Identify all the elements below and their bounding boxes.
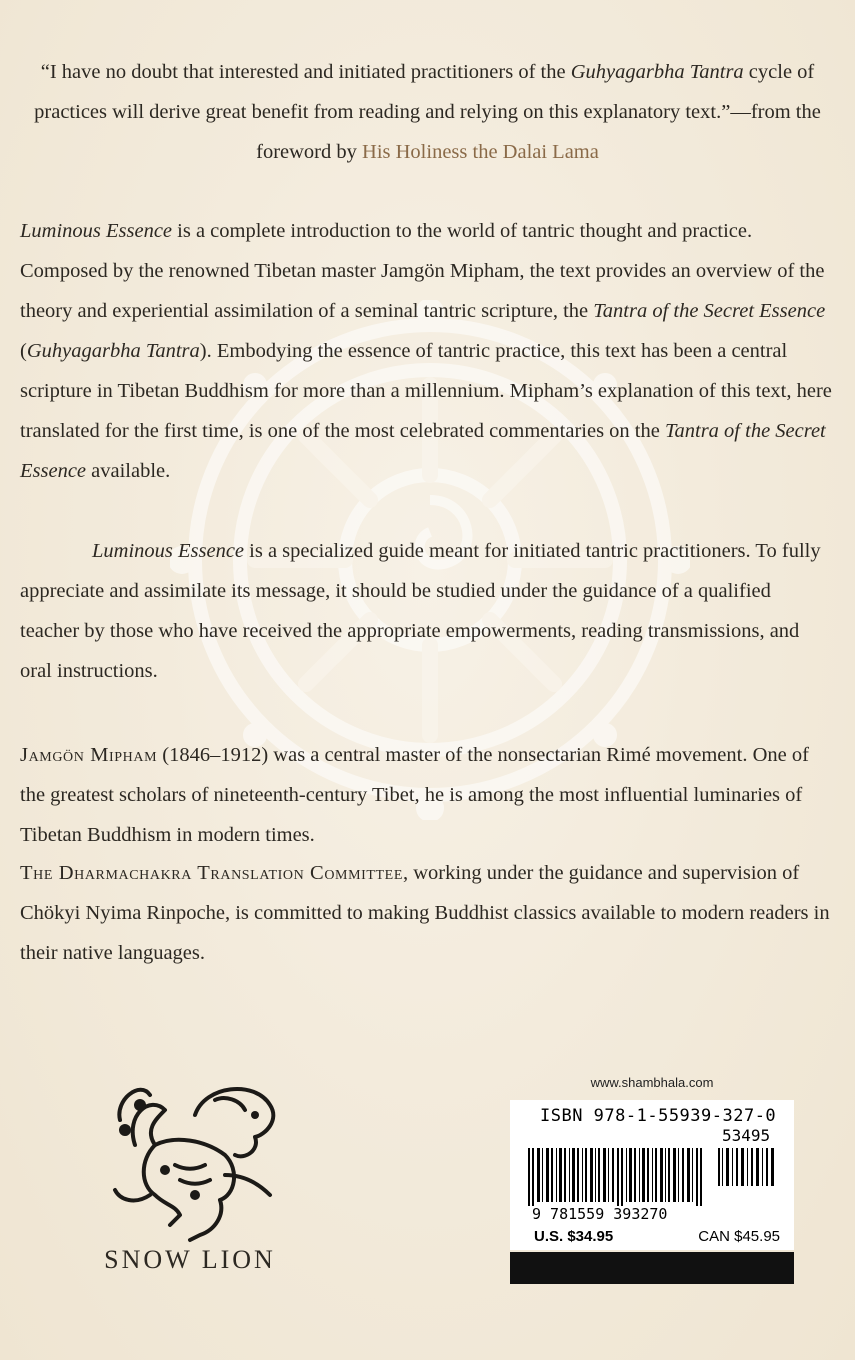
description-paragraph-2 — [20, 531, 835, 691]
quote-text-1: “I have no doubt that interested and initiated practitioners of the — [40, 61, 571, 83]
ean-digits: 9 781559 393270 — [532, 1205, 668, 1223]
translator-name: The Dharmachakra Translation Committee — [20, 862, 403, 884]
quote-attribution: His Holiness the Dalai Lama — [362, 141, 599, 163]
translator-bio-text: , working under the guidance and supervision of Chökyi Nyima Rinpoche, is committed to making Buddhist classics available to modern readers in their native languages. — [20, 862, 830, 964]
description-text: ). Embodying the essence of tantric practice, this text has been a central scripture in Tibetan Buddhism for more than a millennium. Mipham’s explanation of this text, here translated for the first time, is one of the most celebrated commentaries on the — [20, 340, 832, 442]
snow-lion-icon — [95, 1075, 295, 1245]
publisher-name: SNOW LION — [104, 1245, 276, 1274]
publisher-website[interactable]: www.shambhala.com — [590, 1075, 714, 1090]
translator-bio — [20, 853, 835, 973]
description-text: available. — [86, 460, 171, 482]
quote-title: Guhyagarbha Tantra — [570, 61, 744, 83]
book-title: Luminous Essence — [92, 540, 245, 562]
author-bio-text: (1846–1912) was a central master of the nonsectarian Rimé movement. One of the greatest scholars of nineteenth-century Tibet, he is among the most influential luminaries of Tibetan Buddhism in modern times. — [20, 744, 809, 846]
author-name: Jamgön Mipham — [20, 744, 158, 766]
description-text: is a complete introduction to the world of tantric thought and practice. Composed by the renowned Tibetan master Jamgön Mipham, the text provides an overview of the theory and experiential assimilation of a seminal tantric scripture, the — [20, 220, 825, 322]
barcode-footer-bar — [510, 1252, 794, 1284]
foreword-quote — [20, 52, 835, 172]
tantra-title: Guhyagarbha Tantra — [26, 340, 200, 362]
tantra-title: Tantra of the Secret Essence — [593, 300, 826, 322]
tantra-title: Tantra of the Secret Essence — [20, 420, 826, 482]
isbn-number: ISBN 978-1-55939-327-0 — [540, 1106, 777, 1126]
quote-text-2: cycle of practices will derive great benefit from reading and relying on this explanatory text.”—from the foreword by — [34, 61, 821, 163]
description-paragraph-1 — [20, 211, 835, 491]
price-us: U.S. $34.95 — [534, 1228, 614, 1245]
description-text: is a specialized guide meant for initiated tantric practitioners. To fully appreciate and assimilate its message, it should be studied under the guidance of a qualified teacher by those who have received the appropriate empowerments, reading transmissions, and oral instructions. — [20, 540, 821, 682]
description-text: ( — [20, 340, 27, 362]
price-can: CAN $45.95 — [698, 1228, 780, 1245]
barcode-panel — [510, 1100, 794, 1250]
book-title: Luminous Essence — [20, 220, 173, 242]
barcode-icon — [528, 1148, 778, 1206]
price-addon-code: 53495 — [722, 1126, 771, 1145]
author-bio — [20, 735, 835, 855]
